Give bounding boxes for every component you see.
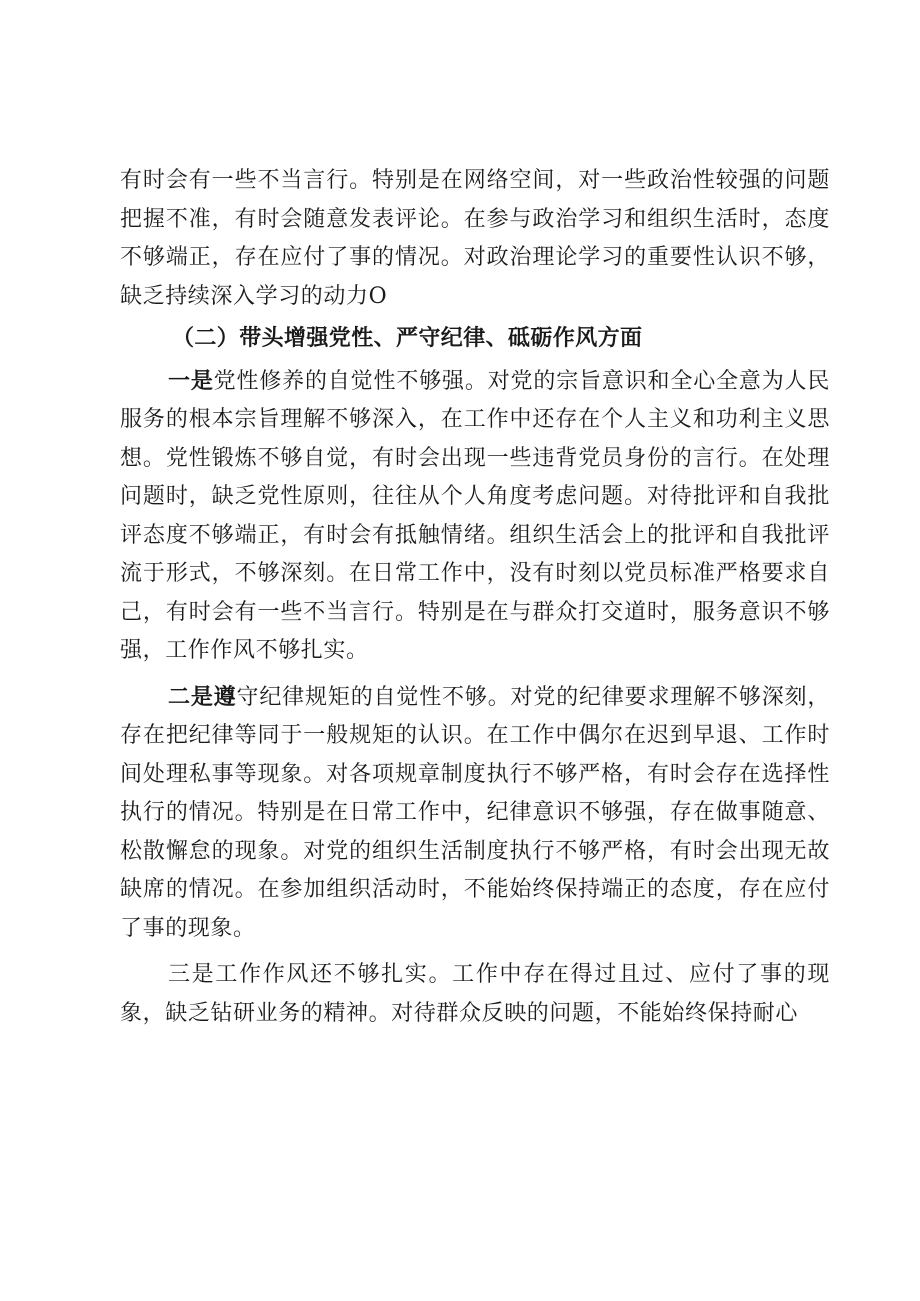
point-three-paragraph	[120, 956, 830, 1033]
point-one-lead: 一是	[168, 368, 214, 394]
document-body	[120, 162, 830, 1033]
section-heading: （二）带头增强党性、严守纪律、砥砺作风方面	[172, 326, 643, 351]
point-two-paragraph	[120, 679, 830, 949]
point-two-lead: 二是遵	[168, 684, 237, 710]
point-one-body: 党性修养的自觉性不够强。对党的宗旨意识和全心全意为人民服务的根本宗旨理解不够深入，在工作中还存在个人主义和功利主义思想。党性锻炼不够自觉，有时会出现一些违背党员身份的言行。在处理问题时，缺乏党性原则，往往从个人角度考虑问题。对待批评和自我批评态度不够端正，有时会有抵触情绪。组织生活会上的批评和自我批评流于形式，不够深刻。在日常工作中，没有时刻以党员标准严格要求自己，有时会有一些不当言行。特别是在与群众打交道时，服务意识不够强，工作作风不够扎实。	[120, 368, 830, 663]
point-three-body: 三是工作作风还不够扎实。工作中存在得过且过、应付了事的现象，缺乏钻研业务的精神。对待群众反映的问题，不能始终保持耐心	[120, 962, 830, 1026]
paragraph-continued: 有时会有一些不当言行。特别是在网络空间，对一些政治性较强的问题把握不准，有时会随意发表评论。在参与政治学习和组织生活时，态度不够端正，存在应付了事的情况。对政治理论学习的重要性认识不够，缺乏持续深入学习的动力O	[120, 168, 830, 309]
spacer	[120, 948, 830, 956]
point-two-body: 守纪律规矩的自觉性不够。对党的纪律要求理解不够深刻，存在把纪律等同于一般规矩的认识。在工作中偶尔在迟到早退、工作时间处理私事等现象。对各项规章制度执行不够严格，有时会存在选择性执行的情况。特别是在日常工作中，纪律意识不够强，存在做事随意、松散懈怠的现象。对党的组织生活制度执行不够严格，有时会出现无故缺席的情况。在参加组织活动时，不能始终保持端正的态度，存在应付了事的现象。	[120, 684, 830, 941]
point-one-paragraph	[120, 363, 830, 671]
spacer	[120, 671, 830, 679]
